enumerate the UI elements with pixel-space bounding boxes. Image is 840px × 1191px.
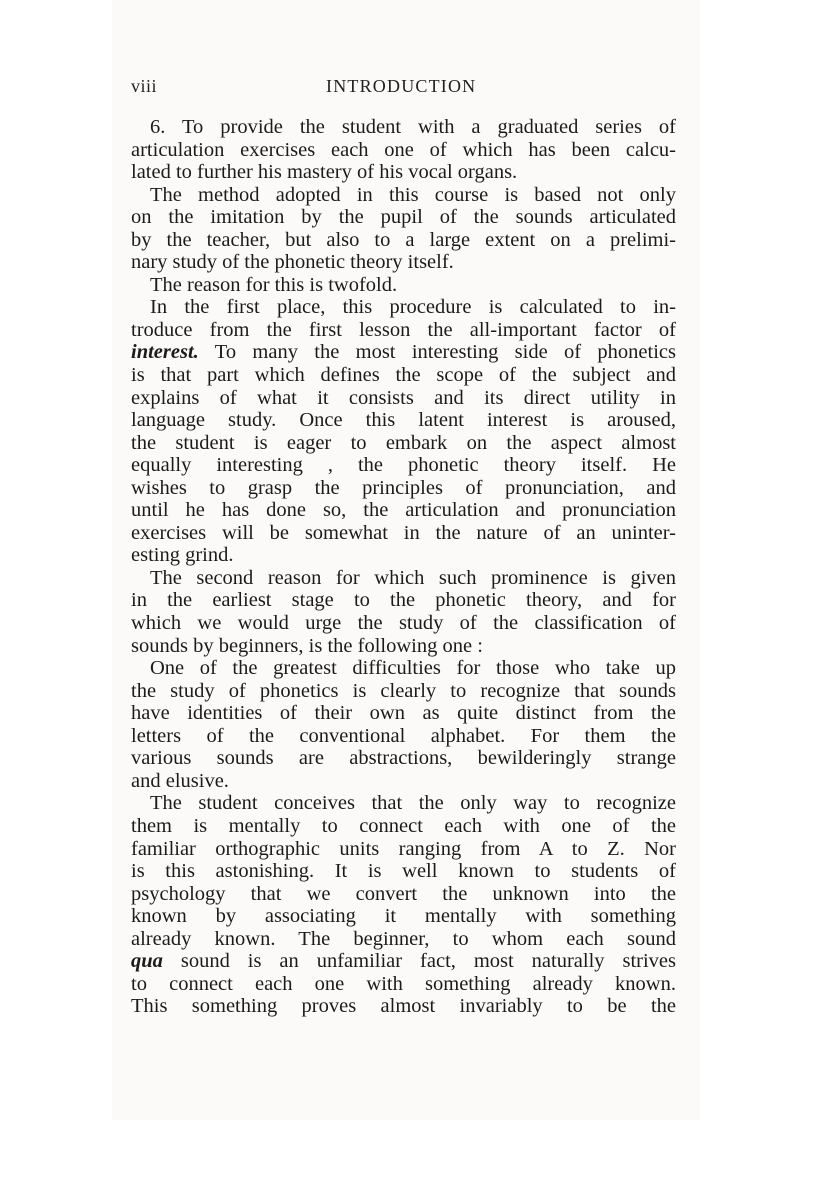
line-text: familiar orthographic units ranging from A to Z. Nor [131, 837, 676, 860]
text-line [131, 995, 676, 1018]
line-text: the student is eager to embark on the aspect almost [131, 431, 676, 454]
line-text: sounds by beginners, is the following one : [131, 634, 483, 657]
line-text: wishes to grasp the principles of pronunciation, and [131, 476, 676, 499]
text-line [131, 499, 676, 522]
text-line [131, 319, 676, 342]
text-line [131, 770, 676, 793]
emphasis-word: qua [131, 950, 163, 973]
text-line [131, 522, 676, 545]
line-text: various sounds are abstractions, bewilderingly strange [131, 747, 676, 770]
line-text: have identities of their own as quite distinct from the [131, 702, 676, 725]
text-line [131, 702, 676, 725]
text-line [131, 567, 676, 590]
line-text: language study. Once this latent interest is aroused, [131, 409, 676, 432]
text-line [131, 860, 676, 883]
page-header [131, 76, 676, 102]
line-text: The reason for this is twofold. [150, 273, 398, 296]
line-text: them is mentally to connect each with one of the [131, 814, 676, 837]
line-text: known by associating it mentally with something [131, 905, 676, 928]
page-number: viii [131, 76, 158, 96]
text-line [131, 341, 676, 364]
line-text: One of the greatest difficulties for those who take up [150, 657, 676, 680]
emphasis-word: interest. [131, 341, 199, 364]
line-text: is this astonishing. It is well known to students of [131, 860, 676, 883]
line-text: letters of the conventional alphabet. For them the [131, 724, 676, 747]
text-line [131, 432, 676, 455]
line-text: psychology that we convert the unknown into the [131, 882, 676, 905]
line-text: 6. To provide the student with a graduated series of [150, 116, 676, 138]
text-line [131, 657, 676, 680]
text-line [131, 274, 676, 297]
text-line [131, 206, 676, 229]
line-text: The student conceives that the only way to recognize [150, 792, 676, 815]
line-text: on the imitation by the pupil of the sounds articulated [131, 206, 676, 229]
line-text: nary study of the phonetic theory itself. [131, 251, 454, 274]
line-text: articulation exercises each one of which has been calcu- [131, 138, 676, 161]
text-line [131, 883, 676, 906]
line-text: by the teacher, but also to a large extent on a prelimi- [131, 228, 676, 251]
line-text: This something proves almost invariably to be the [131, 995, 676, 1018]
body-text [131, 116, 676, 1018]
line-text: the study of phonetics is clearly to recognize that sounds [131, 679, 676, 702]
text-line [131, 928, 676, 951]
text-line [131, 838, 676, 861]
text-line [131, 950, 676, 973]
line-text: troduce from the first lesson the all-important factor of [131, 318, 676, 341]
text-line [131, 296, 676, 319]
text-line [131, 161, 676, 184]
line-text: In the first place, this procedure is calculated to in- [150, 296, 676, 319]
text-line [131, 680, 676, 703]
text-line [131, 229, 676, 252]
text-line [131, 477, 676, 500]
text-line [131, 454, 676, 477]
line-text: To many the most interesting side of phonetics [214, 341, 676, 364]
text-line [131, 139, 676, 162]
text-line [131, 409, 676, 432]
line-text: The second reason for which such prominence is given [150, 566, 676, 589]
text-line [131, 184, 676, 207]
text-line [131, 589, 676, 612]
text-line [131, 815, 676, 838]
text-line [131, 544, 676, 567]
line-text: to connect each one with something already known. [131, 972, 676, 995]
text-line [131, 725, 676, 748]
text-line [131, 387, 676, 410]
line-text: which we would urge the study of the classification of [131, 612, 676, 635]
text-line [131, 612, 676, 635]
line-text: and elusive. [131, 769, 229, 792]
text-line [131, 747, 676, 770]
line-text: sound is an unfamiliar fact, most naturally strives [180, 950, 676, 973]
line-text: The method adopted in this course is based not only [150, 183, 676, 206]
line-text: in the earliest stage to the phonetic theory, and for [131, 589, 676, 612]
running-head-title: INTRODUCTION [326, 76, 477, 96]
text-line [131, 635, 676, 658]
line-text: already known. The beginner, to whom each sound [131, 927, 676, 950]
line-text: exercises will be somewhat in the nature of an uninter- [131, 521, 676, 544]
text-line [131, 973, 676, 996]
text-line [131, 792, 676, 815]
line-text: lated to further his mastery of his vocal organs. [131, 161, 518, 184]
line-text: explains of what it consists and its direct utility in [131, 386, 676, 409]
line-text: until he has done so, the articulation and pronunciation [131, 499, 676, 522]
text-line [131, 116, 676, 139]
line-text: equally interesting , the phonetic theory itself. He [131, 454, 676, 477]
text-line [131, 251, 676, 274]
text-line [131, 364, 676, 387]
line-text: esting grind. [131, 544, 234, 567]
text-line [131, 905, 676, 928]
line-text: is that part which defines the scope of the subject and [131, 364, 676, 387]
